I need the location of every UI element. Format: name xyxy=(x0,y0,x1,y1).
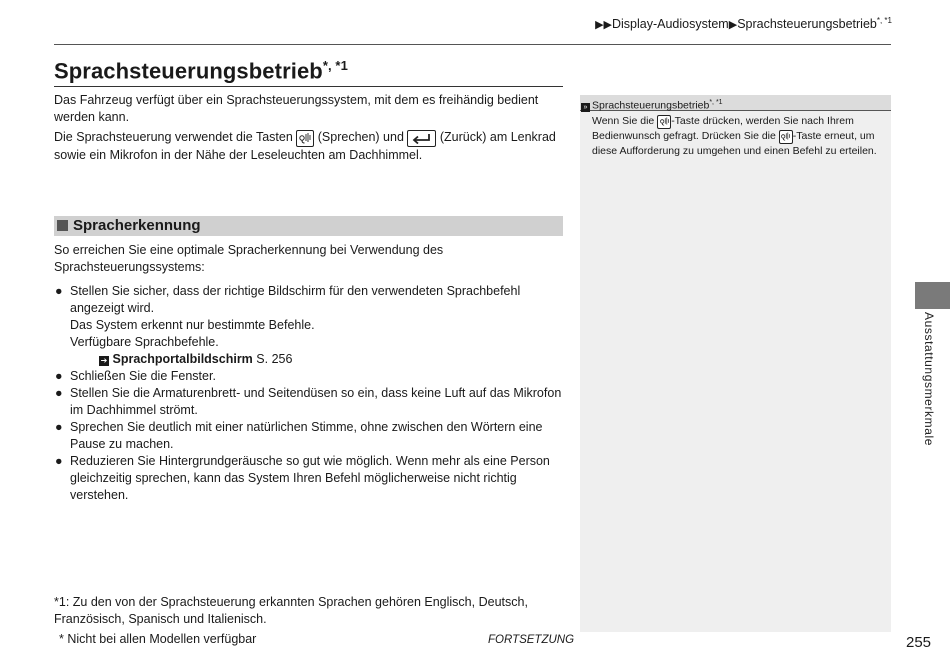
footnote: *1: Zu den von der Sprachsteuerung erkannten Sprachen gehören Englisch, Deutsch, Französisch, Spanisch und Italienisch. xyxy=(54,595,528,626)
bullet-text: Stellen Sie die Armaturenbrett- und Seitendüsen so ein, dass keine Luft auf das Mikrofon im Dachhimmel strömt. xyxy=(70,386,562,417)
double-arrow-icon: » xyxy=(581,103,590,112)
cross-reference-arrow-icon: ➔ xyxy=(100,356,108,365)
square-bullet-icon xyxy=(57,220,68,231)
list-item xyxy=(54,453,569,504)
bullet-note-2: Verfügbare Sprachbefehle. xyxy=(70,335,219,349)
availability-note: * Nicht bei allen Modellen verfügbar xyxy=(59,632,257,646)
breadcrumb-marks: *, *1 xyxy=(876,16,892,25)
side-note-header xyxy=(580,95,891,111)
side-text-c: -Taste erneut, um diese Aufforderung zu umgehen und einen Befehl zu erteilen. xyxy=(592,130,877,157)
side-note-title: Sprachsteuerungsbetrieb xyxy=(592,99,710,112)
double-triangle-icon: ▶▶ xyxy=(595,19,612,32)
bullet-icon: ● xyxy=(55,420,63,434)
bullet-icon: ● xyxy=(55,369,63,383)
back-button-icon xyxy=(407,130,436,147)
talk-button-icon xyxy=(779,130,793,144)
page-title-text: Sprachsteuerungsbetrieb xyxy=(54,58,323,84)
side-text-b: -Taste drücken, werden Sie nach Ihrem Bedienwunsch gefragt. Drücken Sie die xyxy=(592,115,854,142)
intro-text-a: Die Sprachsteuerung verwendet die Tasten xyxy=(54,130,297,144)
intro-paragraph-1: Das Fahrzeug verfügt über ein Sprachsteuerungssystem, mit dem es freihändig bedient werden kann. xyxy=(54,93,539,124)
title-rule xyxy=(54,86,563,87)
side-note-text xyxy=(592,114,882,159)
list-item xyxy=(54,419,569,453)
cross-reference-page[interactable]: S. 256 xyxy=(256,352,293,366)
cross-reference[interactable] xyxy=(99,352,292,366)
intro-text-c: (Zurück) am Lenkrad sowie ein Mikrofon in der Nähe der Leseleuchten am Dachhimmel. xyxy=(54,130,556,162)
breadcrumb xyxy=(595,16,892,31)
list-item xyxy=(54,283,569,368)
triangle-icon: ▶ xyxy=(728,19,738,32)
bullet-text: Schließen Sie die Fenster. xyxy=(70,369,216,383)
bullet-text: Sprechen Sie deutlich mit einer natürlichen Stimme, ohne zwischen den Wörtern eine Pause zu machen. xyxy=(70,420,543,451)
chapter-tab-marker[interactable] xyxy=(915,282,950,309)
side-note-panel xyxy=(580,95,891,632)
page-title-marks: *, *1 xyxy=(322,58,348,73)
side-note-marks: *, *1 xyxy=(709,99,723,106)
bullet-text: Stellen Sie sicher, dass der richtige Bildschirm für den verwendeten Sprachbefehl angezeigt wird. xyxy=(70,284,521,315)
list-item xyxy=(54,385,569,419)
bullet-note-1: Das System erkennt nur bestimmte Befehle. xyxy=(70,318,315,332)
breadcrumb-section[interactable]: Display-Audiosystem xyxy=(612,17,729,32)
intro-paragraph-2 xyxy=(54,129,569,164)
page-number: 255 xyxy=(906,634,932,651)
continued-label: FORTSETZUNG xyxy=(488,634,575,646)
chapter-tab-label[interactable]: Ausstattungsmerkmale xyxy=(922,312,936,447)
side-text-a: Wenn Sie die xyxy=(592,115,658,127)
talk-button-icon xyxy=(657,115,671,129)
section-title: Spracherkennung xyxy=(73,217,201,234)
bullet-text: Reduzieren Sie Hintergrundgeräusche so gut wie möglich. Wenn mehr als eine Person gleichzeitig sprechen, kann das System Ihren Befehl möglicherweise nicht richtig verstehen. xyxy=(70,454,550,502)
tips-list xyxy=(54,283,569,504)
cross-reference-label[interactable]: Sprachportalbildschirm xyxy=(112,352,253,366)
bullet-icon: ● xyxy=(55,454,63,468)
header-rule xyxy=(54,44,891,45)
intro-text-b: (Sprechen) und xyxy=(314,130,408,144)
section-intro: So erreichen Sie eine optimale Spracherkennung bei Verwendung des Sprachsteuerungssystems: xyxy=(54,243,444,274)
section-header xyxy=(54,216,563,236)
talk-button-icon xyxy=(296,130,314,147)
list-item xyxy=(54,368,569,385)
page-title xyxy=(54,58,348,84)
bullet-icon: ● xyxy=(55,386,63,400)
breadcrumb-page[interactable]: Sprachsteuerungsbetrieb xyxy=(737,17,877,32)
bullet-icon: ● xyxy=(55,284,63,298)
